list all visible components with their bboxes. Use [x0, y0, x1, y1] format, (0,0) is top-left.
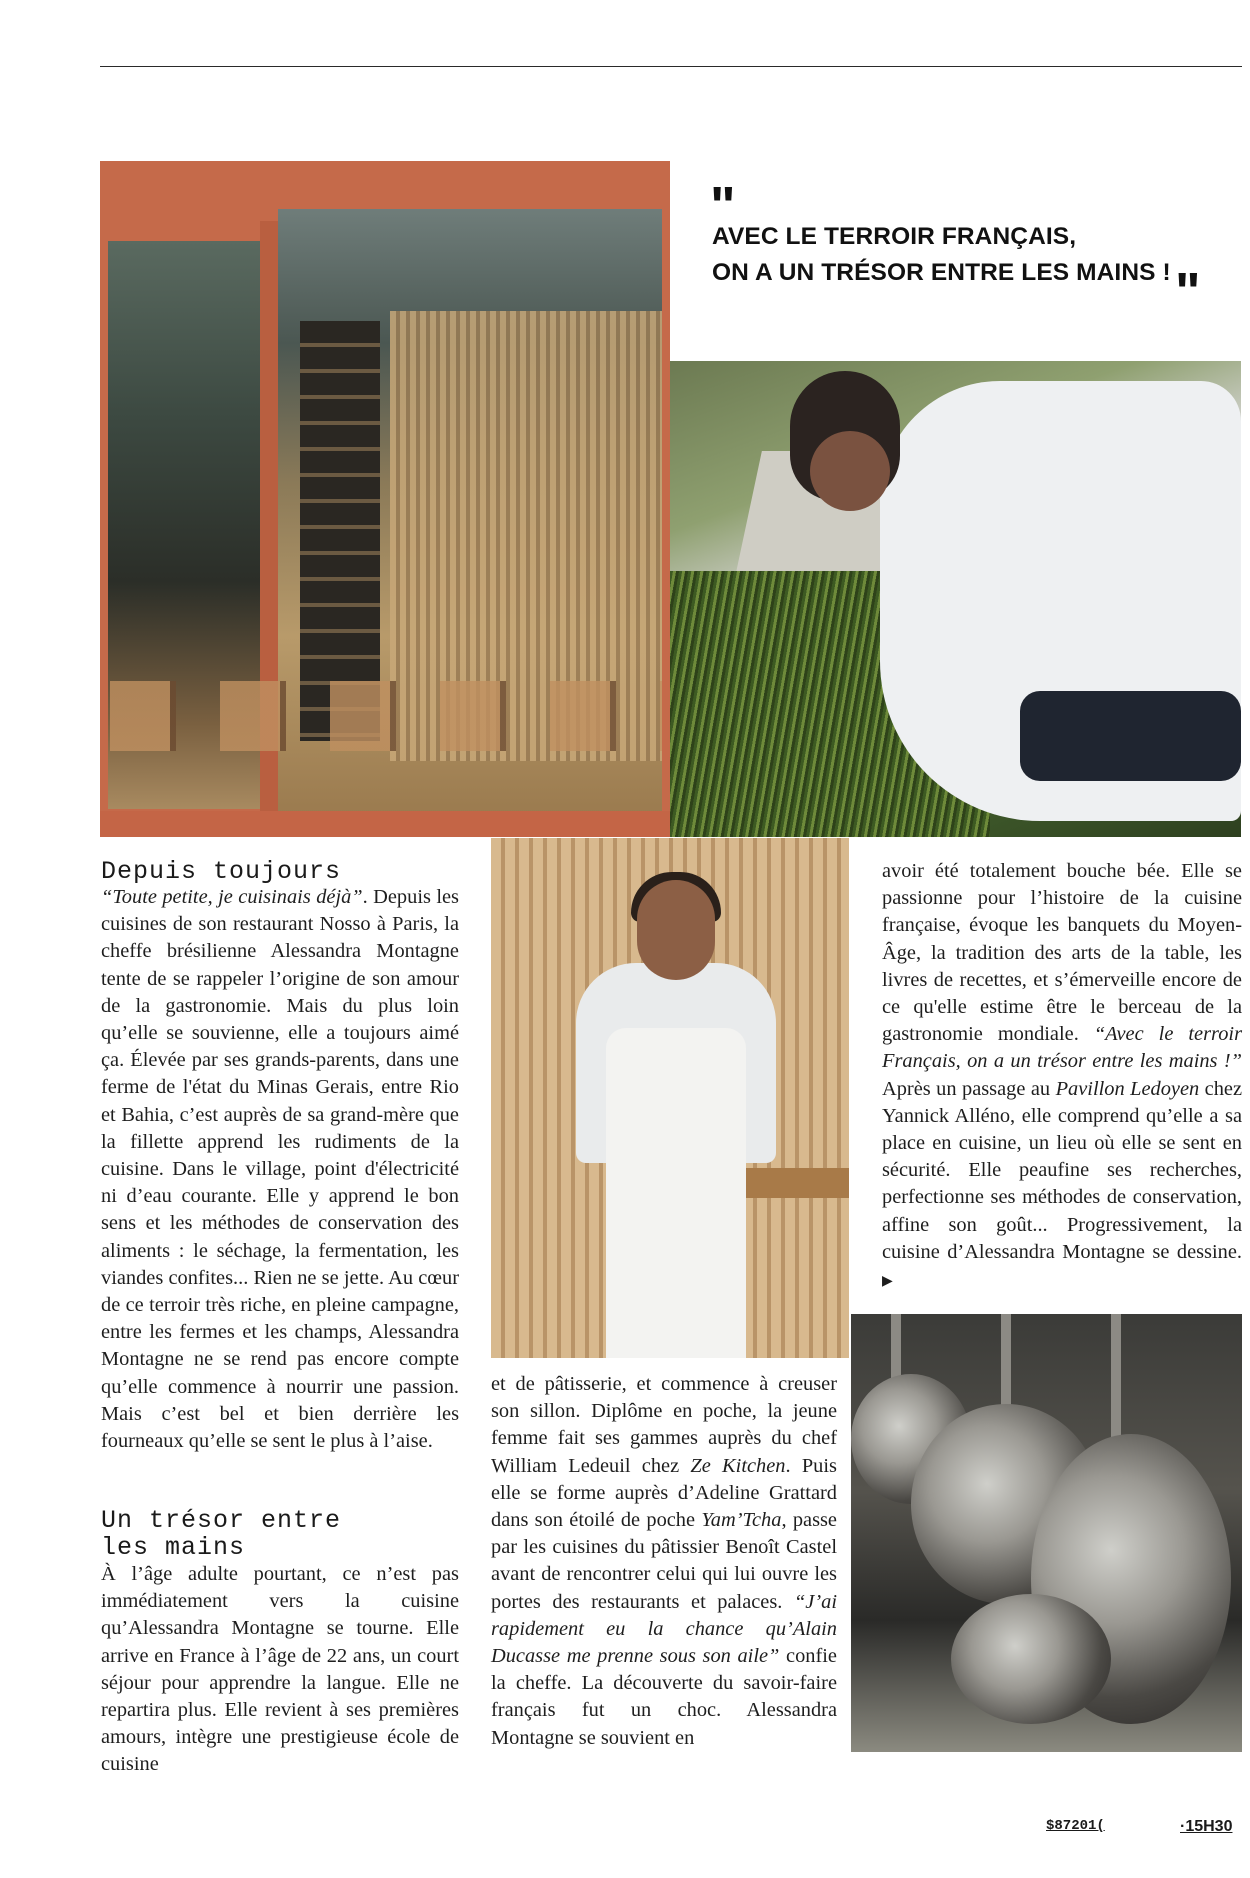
article-end-icon: ▶ [882, 1273, 893, 1290]
ze-kitchen-name: Ze Kitchen [690, 1454, 786, 1477]
pull-quote [710, 176, 1230, 322]
section1-body: . Depuis les cuisines de son restaurant Nosso à Paris, la cheffe brésilienne Alessandra Montagne tente de se rappeler l’origine de son amour de la gastronomie. Mais du plus loin qu’elle se souvienne, elle a toujours aimé ça. Élevée par ses grands-parents, dans une ferme de l'état du Minas Gerais, entre Rio et Bahia, c’est auprès de sa grand-mère que la fillette apprend les rudiments de la cuisine. Dans le village, point d'électricité ni d’eau courante. Elle y apprend le bon sens et les méthodes de conservation des aliments : le séchage, la fermentation, les viandes confites... Rien ne se jette. Au cœur de ce terroir très riche, en pleine campagne, entre les fermes et les champs, Alessandra Montagne ne se rend pas encore compte qu’elle commence à nourrir une passion. Mais c’est bel et bien derrière les fourneaux qu’elle se sent le plus à l’aise. [101, 886, 459, 1453]
ducasse-quote: “J’ai rapidement eu la chance qu’Alain Ducasse me prenne sous son aile” [491, 1590, 837, 1668]
close-quote-mark: " [1175, 262, 1199, 322]
terroir-quote: “Avec le terroir Français, on a un trésor entre les mains !” [882, 1023, 1243, 1073]
top-rule [100, 66, 1242, 67]
article-column-3: avoir été totalement bouche bée. Elle se passionne pour l’histoire de la cuisine française, évoque les banquets du Moyen-Âge, la tradition des arts de la table, les livres de recettes, et s’émerveille encore de ce qu'elle estime être le berceau de la gastronomie mondiale. “Avec le terroir Français, on a un trésor entre les mains !” Après un passage au Pavillon Ledoyen chez Yannick Alléno, elle comprend qu’elle a sa place en cuisine, un lieu où elle se sent en sécurité. Elle peaufine ses recherches, perfectionne ses méthodes de conservation, affine son goût... Progressivement, la cuisine d’Alessandra Montagne se dessine. ▶ [882, 860, 1243, 1290]
open-quote-mark: " [710, 176, 734, 236]
pavillon-ledoyen-name: Pavillon Ledoyen [1055, 1077, 1200, 1100]
section-heading-depuis-toujours: Depuis toujours [101, 857, 342, 886]
chef-portrait-photo [491, 838, 849, 1358]
folio-right: ·15H30 [1180, 1818, 1233, 1835]
article-column-1-bottom: À l’âge adulte pourtant, ce n’est pas immédiatement vers la cuisine qu’Alessandra Montagne se tourne. Elle arrive en France à l’âge de 22 ans, un court séjour pour apprendre la langue. Elle ne repartira plus. Elle revient à ses premières amours, intègre une prestigieuse école de cuisine [101, 1563, 459, 1776]
chef-garden-photo [670, 361, 1241, 837]
article-column-2: et de pâtisserie, et commence à creuser son sillon. Diplôme en poche, la jeune femme fait ses gammes auprès du chef William Ledeuil chez Ze Kitchen. Puis elle se forme auprès d’Adeline Grattard dans son étoilé de poche Yam’Tcha, passe par les cuisines du pâtissier Benoît Castel avant de rencontrer celui qui lui ouvre les portes des restaurants et palaces. “J’ai rapidement eu la chance qu’Alain Ducasse me prenne sous son aile” confie la cheffe. La découverte du savoir-faire français fut un choc. Alessandra Montagne se souvient en [491, 1373, 837, 1749]
pull-quote-line-2: ON A UN TRÉSOR ENTRE LES MAINS ! [712, 259, 1171, 286]
hanging-pans-photo [851, 1314, 1242, 1752]
opening-quote: “Toute petite, je cuisinais déjà” [101, 886, 363, 908]
article-column-1-top [101, 884, 459, 1455]
restaurant-facade-photo [100, 161, 670, 837]
yam-tcha-name: Yam’Tcha [701, 1509, 782, 1532]
pull-quote-line-1: AVEC LE TERROIR FRANÇAIS, [712, 223, 1077, 250]
section-heading-tresor: Un trésor entre les mains [101, 1506, 342, 1562]
folio-left: $87201( [1046, 1818, 1105, 1834]
